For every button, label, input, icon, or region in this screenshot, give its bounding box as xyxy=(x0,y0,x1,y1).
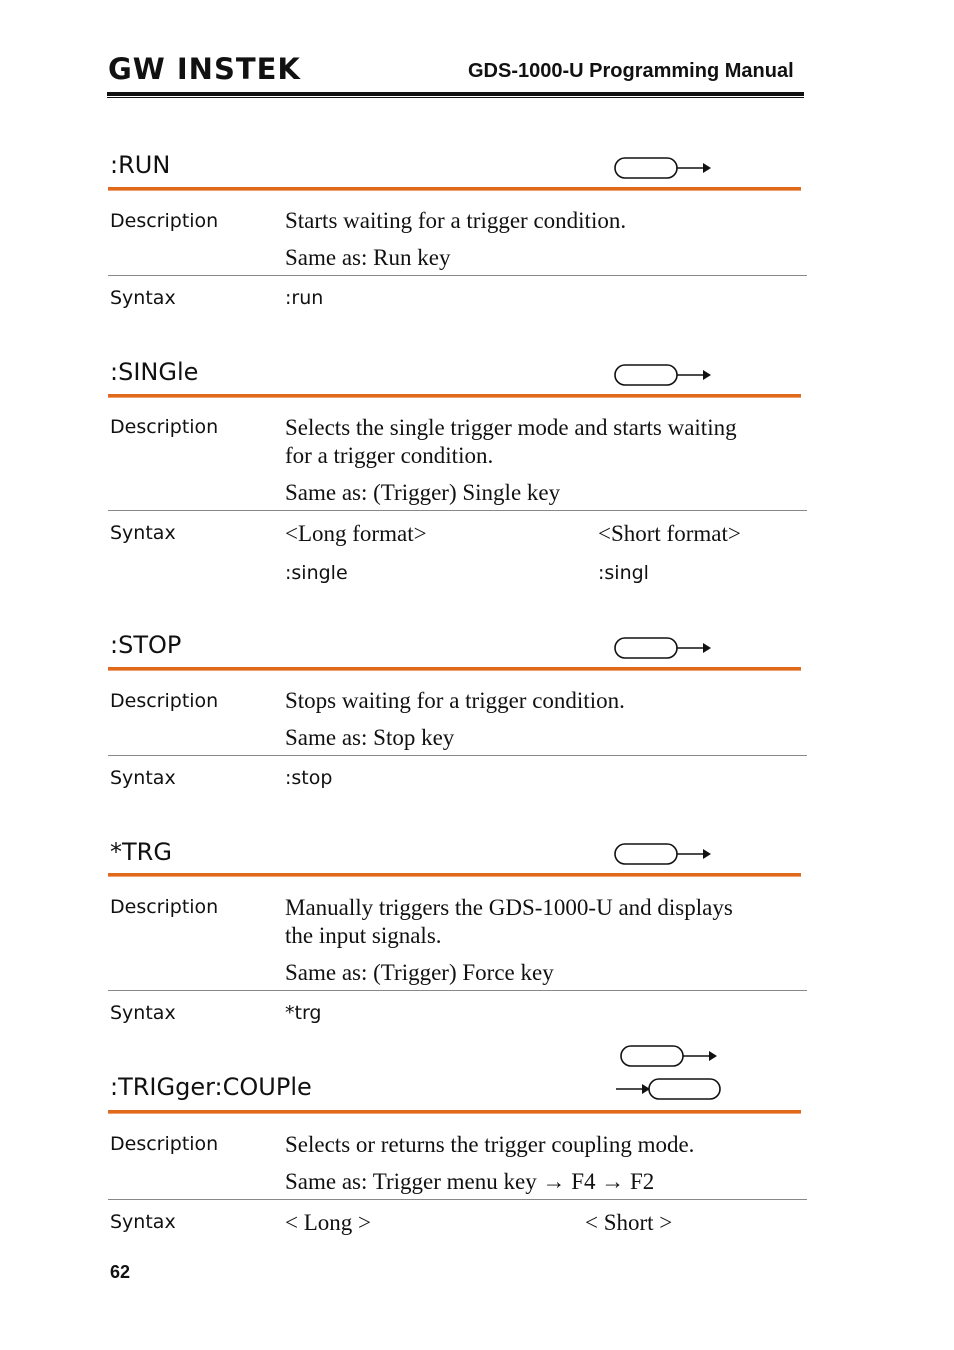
long-format-header: <Long format> xyxy=(285,521,427,546)
syntax-label: Syntax xyxy=(110,1211,176,1233)
set-command-icon xyxy=(613,636,713,660)
set-command-icon xyxy=(619,1044,719,1068)
row-divider xyxy=(108,510,807,511)
long-header: < Long > xyxy=(285,1210,371,1235)
section-rule-trigger-couple xyxy=(108,1110,801,1114)
row-divider xyxy=(108,1199,807,1200)
description-line: Stops waiting for a trigger condition. xyxy=(285,688,625,713)
section-title-run: :RUN xyxy=(110,151,171,179)
section-title-stop: :STOP xyxy=(110,631,182,659)
manual-title: GDS-1000-U Programming Manual xyxy=(468,60,794,82)
description-label: Description xyxy=(110,210,219,232)
syntax-long-value: :single xyxy=(285,562,348,584)
description-line: the input signals. xyxy=(285,923,442,948)
description-line: Selects or returns the trigger coupling mode. xyxy=(285,1132,695,1157)
short-header: < Short > xyxy=(585,1210,673,1235)
set-command-icon xyxy=(613,842,713,866)
section-title-trg: *TRG xyxy=(110,838,172,866)
syntax-label: Syntax xyxy=(110,767,176,789)
section-rule-run xyxy=(108,187,801,191)
description-label: Description xyxy=(110,416,219,438)
description-line: for a trigger condition. xyxy=(285,443,494,468)
description-label: Description xyxy=(110,896,219,918)
description-line: Selects the single trigger mode and starts waiting xyxy=(285,415,737,440)
description-line: Same as: (Trigger) Force key xyxy=(285,960,554,985)
set-command-icon xyxy=(613,156,713,180)
section-rule-single xyxy=(108,394,801,398)
row-divider xyxy=(108,275,807,276)
description-line: Starts waiting for a trigger condition. xyxy=(285,208,627,233)
section-rule-stop xyxy=(108,667,801,671)
description-label: Description xyxy=(110,690,219,712)
description-line: Same as: Run key xyxy=(285,245,451,270)
syntax-value: *trg xyxy=(285,1002,322,1024)
header-rule-thin xyxy=(107,97,804,98)
row-divider xyxy=(108,990,807,991)
description-line: Same as: Trigger menu key → F4 → F2 xyxy=(285,1169,655,1194)
syntax-value: :stop xyxy=(285,767,333,789)
page-number: 62 xyxy=(110,1262,131,1282)
description-line: Same as: Stop key xyxy=(285,725,455,750)
description-label: Description xyxy=(110,1133,219,1155)
short-format-header: <Short format> xyxy=(598,521,741,546)
row-divider xyxy=(108,755,807,756)
set-command-icon xyxy=(613,363,713,387)
section-rule-trg xyxy=(108,873,801,877)
query-command-icon xyxy=(614,1077,724,1103)
section-title-single: :SINGle xyxy=(110,358,199,386)
description-line: Same as: (Trigger) Single key xyxy=(285,480,561,505)
brand-logo: GW INSTEK xyxy=(108,52,301,86)
syntax-label: Syntax xyxy=(110,287,176,309)
syntax-label: Syntax xyxy=(110,522,176,544)
section-title-trigger-couple: :TRIGger:COUPle xyxy=(110,1073,312,1101)
syntax-value: :run xyxy=(285,287,324,309)
syntax-short-value: :singl xyxy=(598,562,649,584)
header-rule xyxy=(107,92,804,96)
description-line: Manually triggers the GDS-1000-U and displays xyxy=(285,895,733,920)
syntax-label: Syntax xyxy=(110,1002,176,1024)
